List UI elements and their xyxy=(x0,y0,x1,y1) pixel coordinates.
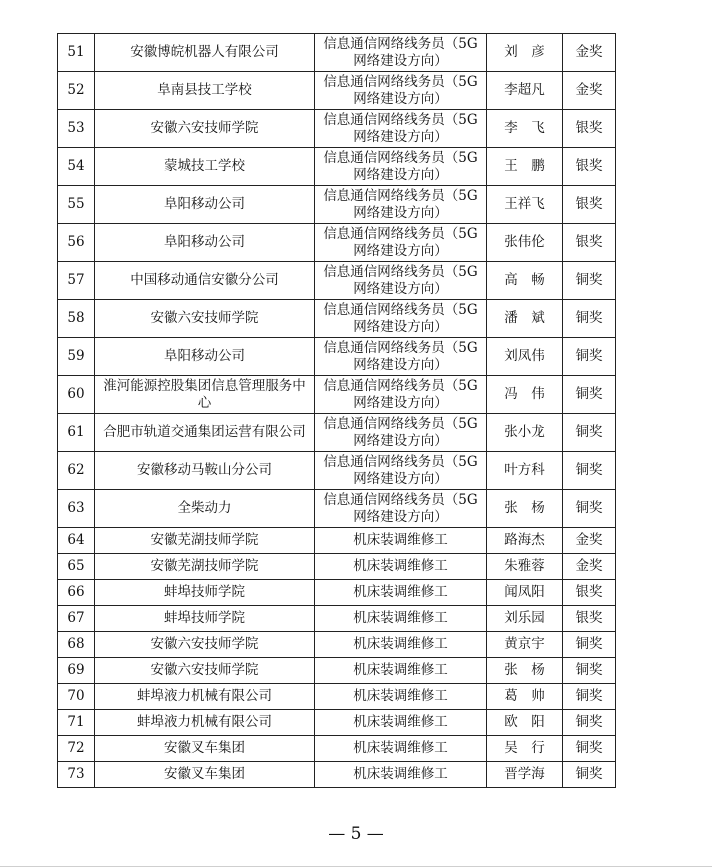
prize-cell: 铜奖 xyxy=(563,736,616,762)
prize-cell: 铜奖 xyxy=(563,376,616,414)
job-cell: 机床装调维修工 xyxy=(315,528,487,554)
table-row xyxy=(58,376,616,414)
name-cell: 张小龙 xyxy=(487,414,563,452)
table-row xyxy=(58,110,616,148)
row-number: 60 xyxy=(58,376,95,414)
row-number: 66 xyxy=(58,580,95,606)
row-number: 67 xyxy=(58,606,95,632)
row-number: 73 xyxy=(58,762,95,788)
prize-cell: 铜奖 xyxy=(563,762,616,788)
row-number: 58 xyxy=(58,300,95,338)
job-cell: 信息通信网络线务员（5G网络建设方向） xyxy=(315,300,487,338)
unit-cell: 安徽六安技师学院 xyxy=(95,110,315,148)
name-cell: 冯 伟 xyxy=(487,376,563,414)
name-cell: 张伟伦 xyxy=(487,224,563,262)
row-number: 55 xyxy=(58,186,95,224)
table-row xyxy=(58,710,616,736)
row-number: 61 xyxy=(58,414,95,452)
award-table xyxy=(57,33,616,788)
prize-cell: 铜奖 xyxy=(563,300,616,338)
unit-cell: 安徽六安技师学院 xyxy=(95,632,315,658)
row-number: 54 xyxy=(58,148,95,186)
table-row xyxy=(58,684,616,710)
prize-cell: 铜奖 xyxy=(563,338,616,376)
row-number: 53 xyxy=(58,110,95,148)
prize-cell: 金奖 xyxy=(563,554,616,580)
prize-cell: 银奖 xyxy=(563,224,616,262)
table-row xyxy=(58,658,616,684)
unit-cell: 阜南县技工学校 xyxy=(95,72,315,110)
job-cell: 机床装调维修工 xyxy=(315,684,487,710)
unit-cell: 蚌埠技师学院 xyxy=(95,606,315,632)
row-number: 70 xyxy=(58,684,95,710)
unit-cell: 阜阳移动公司 xyxy=(95,338,315,376)
row-number: 52 xyxy=(58,72,95,110)
prize-cell: 银奖 xyxy=(563,110,616,148)
prize-cell: 银奖 xyxy=(563,606,616,632)
job-cell: 机床装调维修工 xyxy=(315,736,487,762)
table-row xyxy=(58,186,616,224)
prize-cell: 银奖 xyxy=(563,148,616,186)
job-cell: 信息通信网络线务员（5G网络建设方向） xyxy=(315,186,487,224)
prize-cell: 铜奖 xyxy=(563,684,616,710)
table-row xyxy=(58,224,616,262)
job-cell: 机床装调维修工 xyxy=(315,606,487,632)
row-number: 68 xyxy=(58,632,95,658)
page-number: — 5 — xyxy=(328,824,384,844)
unit-cell: 安徽六安技师学院 xyxy=(95,300,315,338)
prize-cell: 金奖 xyxy=(563,34,616,72)
name-cell: 朱雅蓉 xyxy=(487,554,563,580)
table-row xyxy=(58,414,616,452)
unit-cell: 安徽六安技师学院 xyxy=(95,658,315,684)
name-cell: 路海杰 xyxy=(487,528,563,554)
prize-cell: 铜奖 xyxy=(563,490,616,528)
unit-cell: 阜阳移动公司 xyxy=(95,224,315,262)
table-row xyxy=(58,338,616,376)
name-cell: 张 杨 xyxy=(487,490,563,528)
row-number: 71 xyxy=(58,710,95,736)
job-cell: 信息通信网络线务员（5G网络建设方向） xyxy=(315,34,487,72)
unit-cell: 安徽叉车集团 xyxy=(95,762,315,788)
name-cell: 潘 斌 xyxy=(487,300,563,338)
row-number: 65 xyxy=(58,554,95,580)
unit-cell: 中国移动通信安徽分公司 xyxy=(95,262,315,300)
row-number: 56 xyxy=(58,224,95,262)
unit-cell: 淮河能源控股集团信息管理服务中心 xyxy=(95,376,315,414)
table-row xyxy=(58,34,616,72)
job-cell: 信息通信网络线务员（5G网络建设方向） xyxy=(315,110,487,148)
award-table-body xyxy=(58,34,616,788)
row-number: 57 xyxy=(58,262,95,300)
job-cell: 信息通信网络线务员（5G网络建设方向） xyxy=(315,490,487,528)
unit-cell: 合肥市轨道交通集团运营有限公司 xyxy=(95,414,315,452)
prize-cell: 铜奖 xyxy=(563,452,616,490)
table-row xyxy=(58,554,616,580)
table-row xyxy=(58,300,616,338)
prize-cell: 铜奖 xyxy=(563,710,616,736)
unit-cell: 蚌埠液力机械有限公司 xyxy=(95,684,315,710)
prize-cell: 铜奖 xyxy=(563,658,616,684)
unit-cell: 蚌埠技师学院 xyxy=(95,580,315,606)
name-cell: 闻凤阳 xyxy=(487,580,563,606)
unit-cell: 阜阳移动公司 xyxy=(95,186,315,224)
prize-cell: 金奖 xyxy=(563,528,616,554)
prize-cell: 银奖 xyxy=(563,186,616,224)
row-number: 62 xyxy=(58,452,95,490)
unit-cell: 全柴动力 xyxy=(95,490,315,528)
name-cell: 叶方科 xyxy=(487,452,563,490)
name-cell: 王 鹏 xyxy=(487,148,563,186)
job-cell: 机床装调维修工 xyxy=(315,710,487,736)
job-cell: 机床装调维修工 xyxy=(315,632,487,658)
name-cell: 吴 行 xyxy=(487,736,563,762)
unit-cell: 安徽移动马鞍山分公司 xyxy=(95,452,315,490)
table-row xyxy=(58,452,616,490)
table-row xyxy=(58,262,616,300)
row-number: 59 xyxy=(58,338,95,376)
name-cell: 刘 彦 xyxy=(487,34,563,72)
job-cell: 信息通信网络线务员（5G网络建设方向） xyxy=(315,338,487,376)
name-cell: 李 飞 xyxy=(487,110,563,148)
job-cell: 信息通信网络线务员（5G网络建设方向） xyxy=(315,72,487,110)
unit-cell: 蒙城技工学校 xyxy=(95,148,315,186)
name-cell: 张 杨 xyxy=(487,658,563,684)
row-number: 72 xyxy=(58,736,95,762)
table-row xyxy=(58,580,616,606)
job-cell: 信息通信网络线务员（5G网络建设方向） xyxy=(315,376,487,414)
unit-cell: 安徽博皖机器人有限公司 xyxy=(95,34,315,72)
job-cell: 信息通信网络线务员（5G网络建设方向） xyxy=(315,262,487,300)
job-cell: 信息通信网络线务员（5G网络建设方向） xyxy=(315,224,487,262)
prize-cell: 金奖 xyxy=(563,72,616,110)
row-number: 69 xyxy=(58,658,95,684)
table-row xyxy=(58,490,616,528)
unit-cell: 安徽芜湖技师学院 xyxy=(95,528,315,554)
prize-cell: 铜奖 xyxy=(563,632,616,658)
job-cell: 机床装调维修工 xyxy=(315,580,487,606)
table-row xyxy=(58,762,616,788)
table-row xyxy=(58,736,616,762)
job-cell: 信息通信网络线务员（5G网络建设方向） xyxy=(315,148,487,186)
table-row xyxy=(58,148,616,186)
name-cell: 黄京宇 xyxy=(487,632,563,658)
name-cell: 刘凤伟 xyxy=(487,338,563,376)
table-row xyxy=(58,528,616,554)
name-cell: 晋学海 xyxy=(487,762,563,788)
name-cell: 欧 阳 xyxy=(487,710,563,736)
job-cell: 机床装调维修工 xyxy=(315,554,487,580)
table-row xyxy=(58,632,616,658)
unit-cell: 安徽芜湖技师学院 xyxy=(95,554,315,580)
row-number: 64 xyxy=(58,528,95,554)
name-cell: 葛 帅 xyxy=(487,684,563,710)
job-cell: 机床装调维修工 xyxy=(315,762,487,788)
name-cell: 刘乐园 xyxy=(487,606,563,632)
unit-cell: 蚌埠液力机械有限公司 xyxy=(95,710,315,736)
prize-cell: 铜奖 xyxy=(563,262,616,300)
job-cell: 信息通信网络线务员（5G网络建设方向） xyxy=(315,414,487,452)
name-cell: 王祥飞 xyxy=(487,186,563,224)
row-number: 51 xyxy=(58,34,95,72)
name-cell: 高 畅 xyxy=(487,262,563,300)
job-cell: 机床装调维修工 xyxy=(315,658,487,684)
row-number: 63 xyxy=(58,490,95,528)
unit-cell: 安徽叉车集团 xyxy=(95,736,315,762)
prize-cell: 铜奖 xyxy=(563,414,616,452)
prize-cell: 银奖 xyxy=(563,580,616,606)
table-row xyxy=(58,72,616,110)
name-cell: 李超凡 xyxy=(487,72,563,110)
table-row xyxy=(58,606,616,632)
job-cell: 信息通信网络线务员（5G网络建设方向） xyxy=(315,452,487,490)
